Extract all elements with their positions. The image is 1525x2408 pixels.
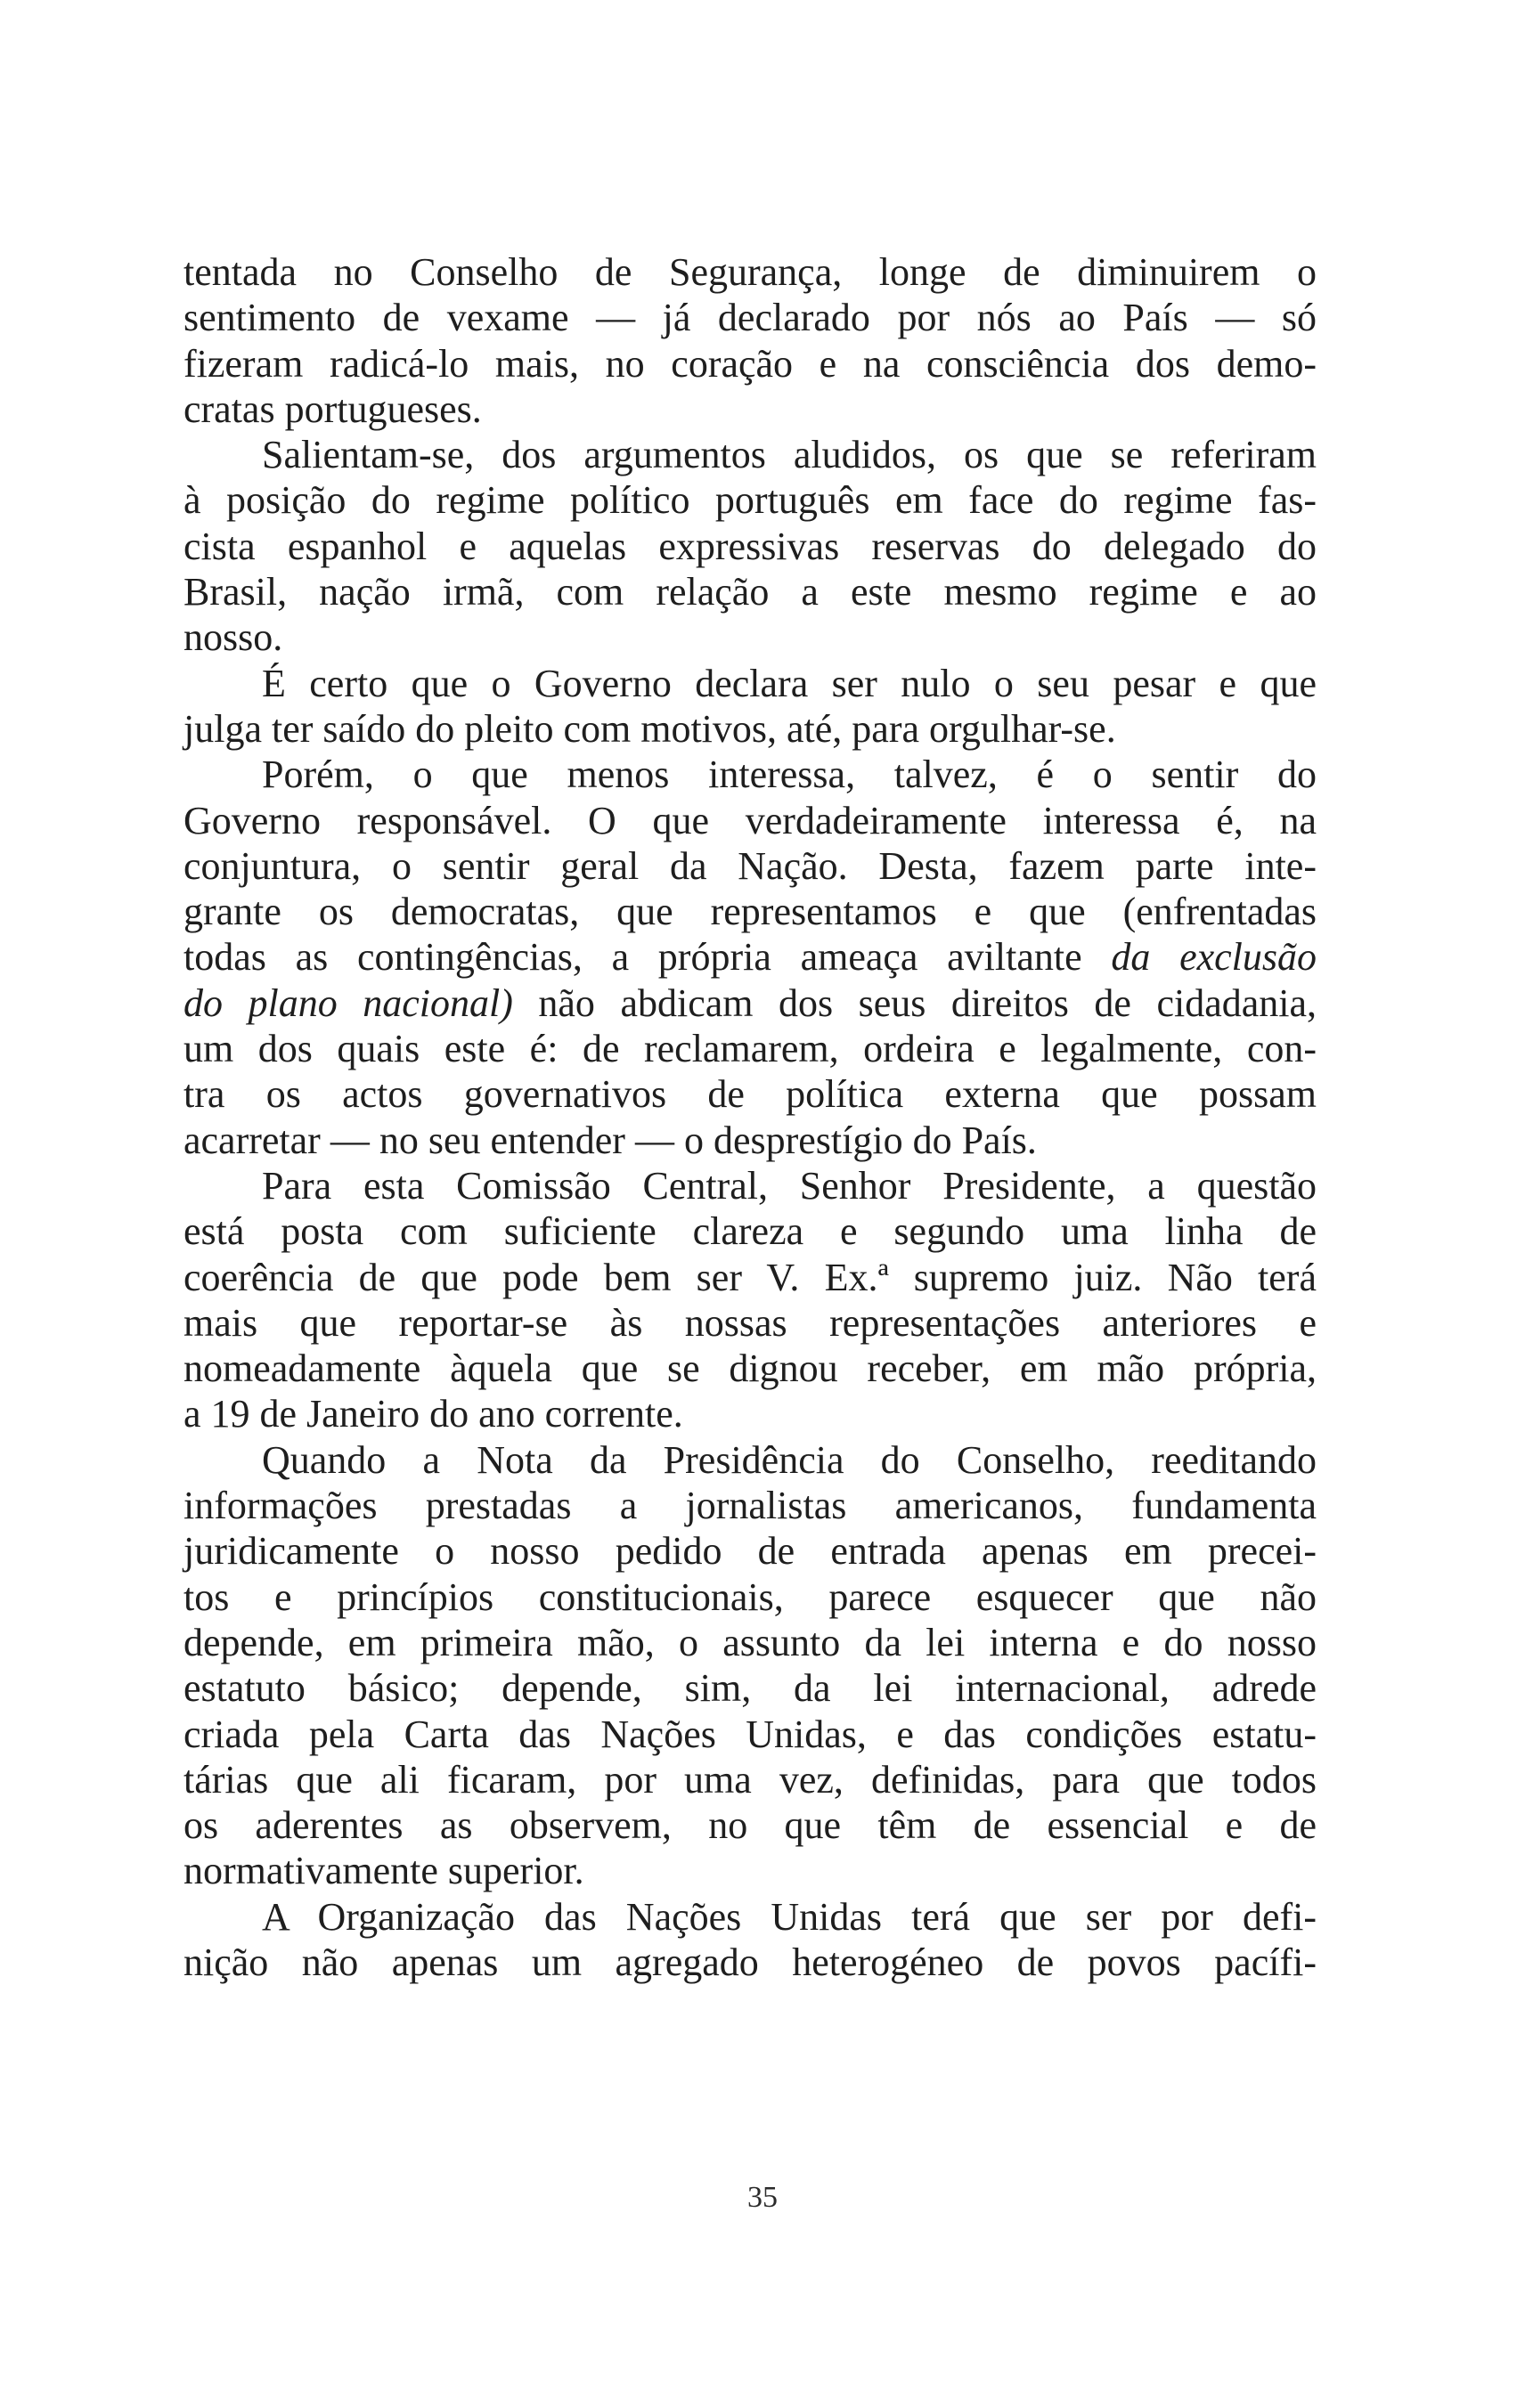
body-text	[183, 249, 1317, 1985]
text-segment: todas as contingências, a própria ameaça aviltante	[183, 935, 1082, 980]
text-line: juridicamente o nosso pedido de entrada apenas em precei-	[183, 1529, 1317, 1574]
text-line: está posta com suficiente clareza e segundo uma linha de	[183, 1209, 1317, 1254]
text-line: cratas portugueses.	[183, 386, 482, 431]
text-line: a 19 de Janeiro do ano corrente.	[183, 1392, 683, 1436]
text-line: um dos quais este é: de reclamarem, ordeira e legalmente, con-	[183, 1027, 1317, 1071]
text-line: Porém, o que menos interessa, talvez, é o sentir do	[262, 752, 1317, 797]
text-line: grante os democratas, que representamos e que (enfrentadas	[183, 890, 1317, 934]
page-number: 35	[747, 2181, 778, 2214]
text-line: estatuto básico; depende, sim, da lei internacional, adrede	[183, 1666, 1317, 1711]
text-line: Brasil, nação irmã, com relação a este mesmo regime e ao	[183, 570, 1317, 614]
text-line: conjuntura, o sentir geral da Nação. Desta, fazem parte inte-	[183, 843, 1317, 888]
text-line: mais que reportar-se às nossas representações anteriores e	[183, 1300, 1317, 1345]
text-line: Governo responsável. O que verdadeiramente interessa é, na	[183, 798, 1317, 842]
text-line: nosso.	[183, 615, 283, 660]
text-line: A Organização das Nações Unidas terá que ser por defi-	[262, 1894, 1317, 1939]
text-line: tos e princípios constitucionais, parece esquecer que não	[183, 1574, 1317, 1619]
italic-text: da exclusão	[1111, 935, 1317, 980]
text-line: tárias que ali ficaram, por uma vez, definidas, para que todos	[183, 1757, 1317, 1802]
italic-text: do plano nacional)	[183, 980, 513, 1025]
text-line: julga ter saído do pleito com motivos, até, para orgulhar-se.	[183, 706, 1116, 751]
text-line: nição não apenas um agregado heterogéneo de povos pacífi-	[183, 1940, 1317, 1984]
text-line: à posição do regime político português em face do regime fas-	[183, 478, 1317, 523]
text-line: Para esta Comissão Central, Senhor Presidente, a questão	[262, 1163, 1317, 1208]
text-line: É certo que o Governo declara ser nulo o seu pesar e que	[262, 661, 1317, 705]
text-line: Quando a Nota da Presidência do Conselho, reeditando	[262, 1437, 1317, 1482]
text-line: tentada no Conselho de Segurança, longe de diminuirem o	[183, 250, 1317, 294]
text-line: normativamente superior.	[183, 1849, 584, 1893]
text-line: nomeadamente àquela que se dignou receber, em mão própria,	[183, 1346, 1317, 1391]
text-line: Salientam-se, dos argumentos aludidos, os que se referiram	[262, 433, 1317, 477]
text-line: tra os actos governativos de política externa que possam	[183, 1072, 1317, 1117]
text-line: cista espanhol e aquelas expressivas reservas do delegado do	[183, 524, 1317, 568]
text-line	[183, 934, 1317, 980]
text-line: informações prestadas a jornalistas americanos, fundamenta	[183, 1484, 1317, 1528]
text-line: acarretar — no seu entender — o desprestígio do País.	[183, 1118, 1037, 1162]
text-line: criada pela Carta das Nações Unidas, e das condições estatu-	[183, 1712, 1317, 1756]
text-line: sentimento de vexame — já declarado por nós ao País — só	[183, 296, 1317, 340]
text-line: coerência de que pode bem ser V. Ex.ª supremo juiz. Não terá	[183, 1255, 1317, 1299]
text-line	[183, 980, 1317, 1026]
text-line: fizeram radicá-lo mais, no coração e na consciência dos demo-	[183, 341, 1317, 386]
text-line: depende, em primeira mão, o assunto da lei interna e do nosso	[183, 1620, 1317, 1664]
text-line: os aderentes as observem, no que têm de essencial e de	[183, 1803, 1317, 1848]
text-segment: não abdicam dos seus direitos de cidadania,	[538, 980, 1317, 1025]
